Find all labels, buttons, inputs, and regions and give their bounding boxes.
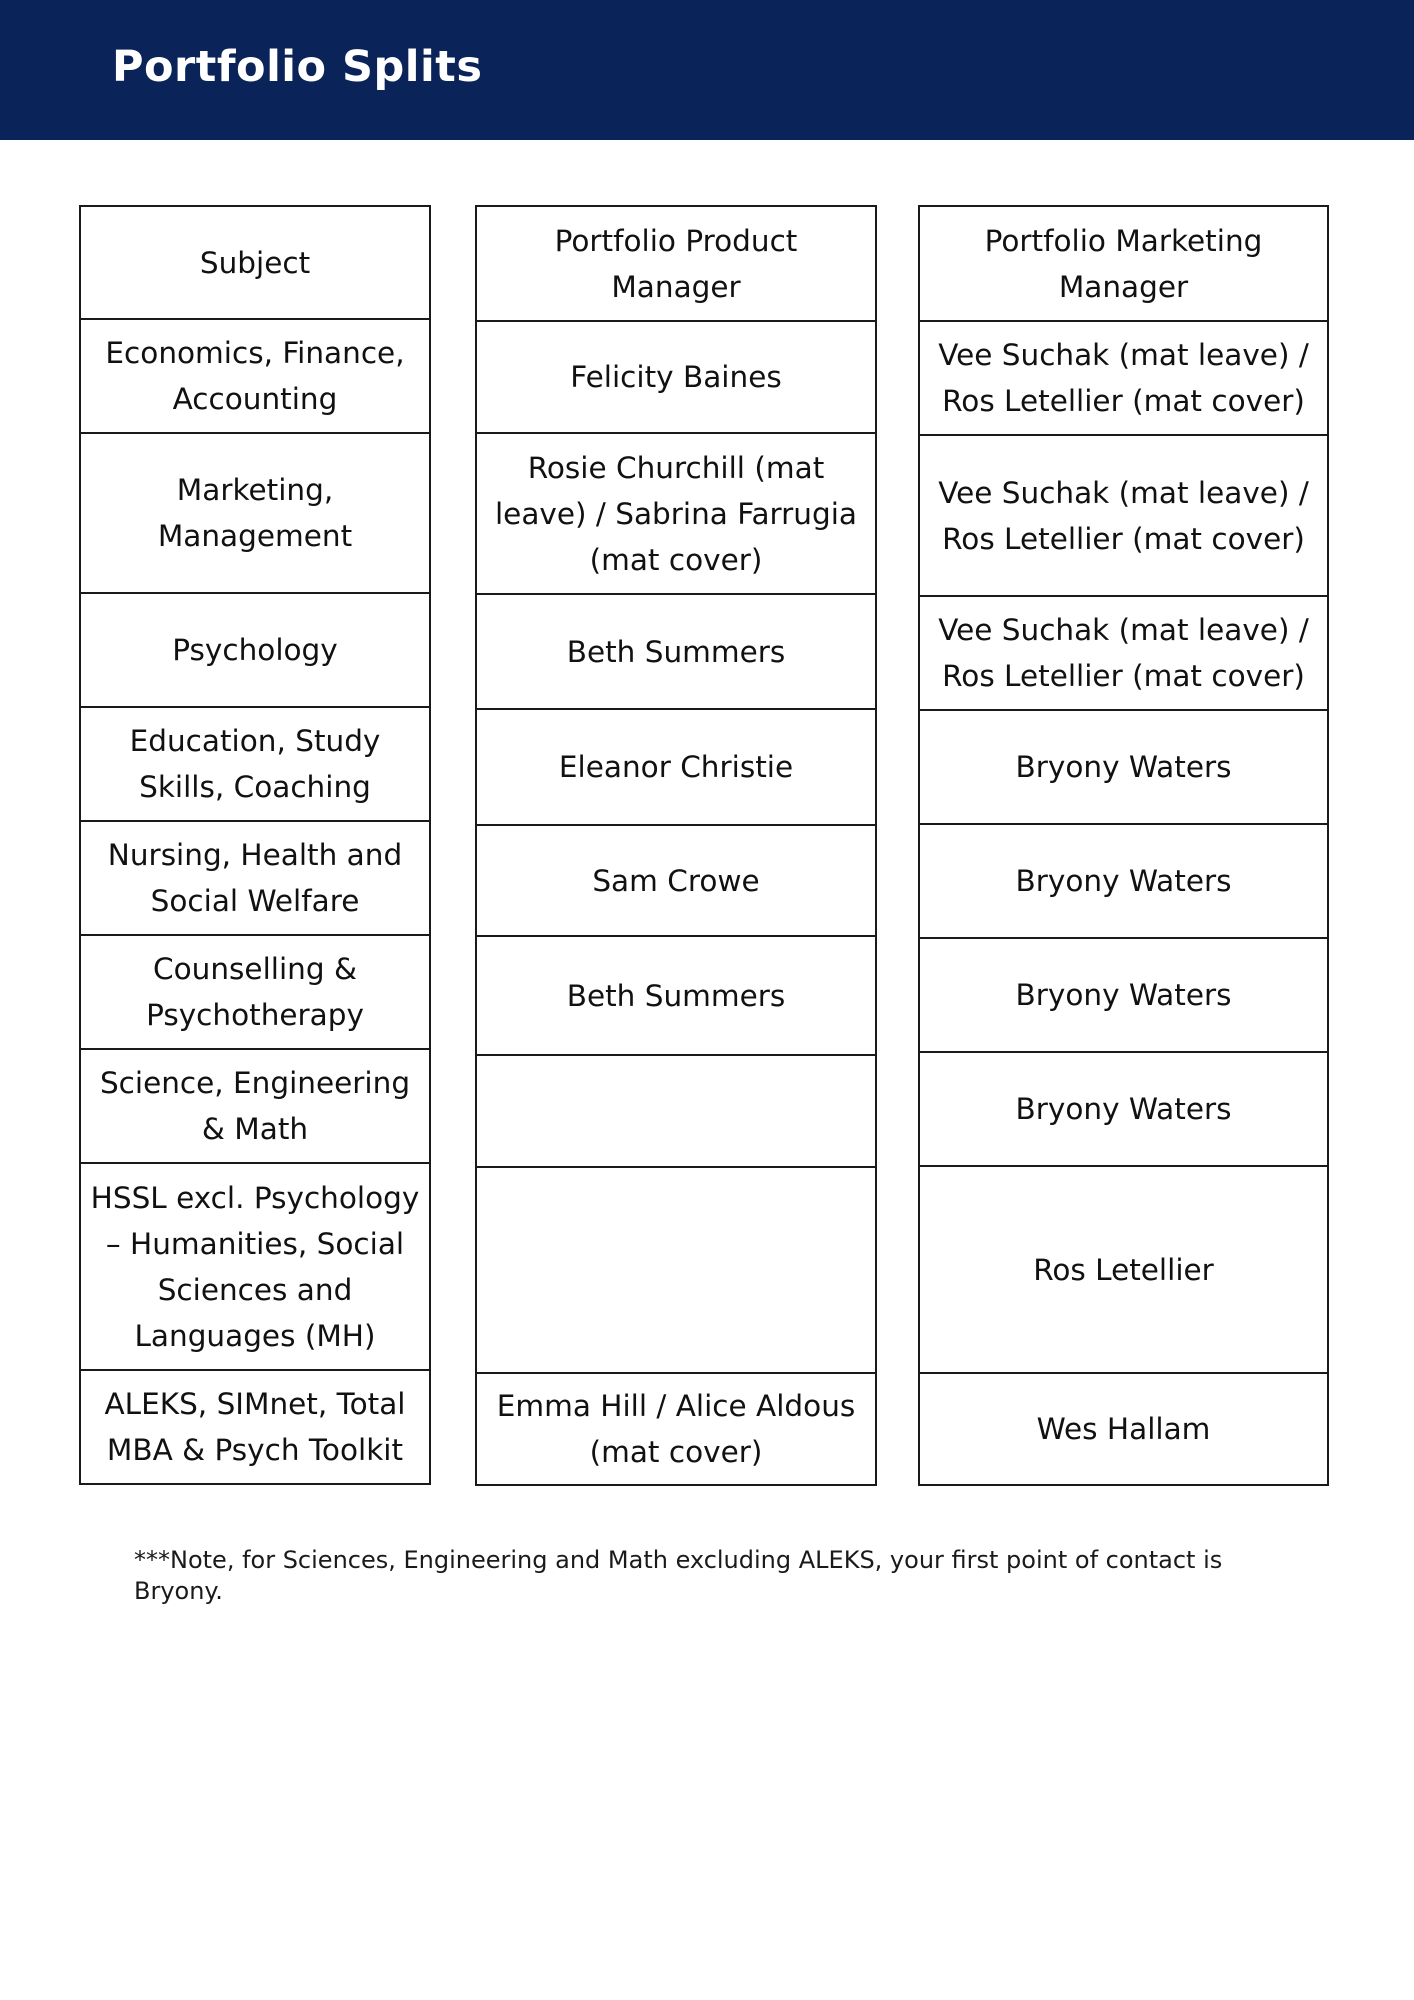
marketing-manager-cell: Vee Suchak (mat leave) / Ros Letellier (mat cover): [918, 434, 1329, 597]
product-manager-cell: Beth Summers: [475, 593, 877, 710]
subject-cell: Economics, Finance, Accounting: [79, 318, 431, 434]
product-manager-cell: Eleanor Christie: [475, 708, 877, 826]
subject-cell: Marketing, Management: [79, 432, 431, 594]
subject-cell: Nursing, Health and Social Welfare: [79, 820, 431, 936]
marketing-manager-cell: Ros Letellier: [918, 1165, 1329, 1374]
product-manager-cell: [475, 1166, 877, 1374]
page-title: Portfolio Splits: [112, 42, 483, 92]
product-manager-cell: Rosie Churchill (mat leave) / Sabrina Farrugia (mat cover): [475, 432, 877, 595]
subject-cell: Counselling & Psychotherapy: [79, 934, 431, 1050]
marketing-manager-cell: Vee Suchak (mat leave) / Ros Letellier (mat cover): [918, 595, 1329, 711]
marketing-manager-cell: Wes Hallam: [918, 1372, 1329, 1486]
subject-header: Subject: [79, 205, 431, 320]
marketing-manager-header: Portfolio Marketing Manager: [918, 205, 1329, 322]
subject-cell: Science, Engineering & Math: [79, 1048, 431, 1164]
product-manager-cell: [475, 1054, 877, 1168]
product-manager-cell: Felicity Baines: [475, 320, 877, 434]
subject-cell: Education, Study Skills, Coaching: [79, 706, 431, 822]
subject-cell: HSSL excl. Psychology – Humanities, Social Sciences and Languages (MH): [79, 1162, 431, 1371]
footnote: ***Note, for Sciences, Engineering and Math excluding ALEKS, your first point of contact is Bryony.: [134, 1546, 1223, 1605]
marketing-manager-cell: Bryony Waters: [918, 709, 1329, 825]
product-manager-cell: Sam Crowe: [475, 824, 877, 937]
marketing-manager-cell: Bryony Waters: [918, 1051, 1329, 1167]
marketing-manager-cell: Vee Suchak (mat leave) / Ros Letellier (mat cover): [918, 320, 1329, 436]
product-manager-cell: Beth Summers: [475, 935, 877, 1056]
product-manager-cell: Emma Hill / Alice Aldous (mat cover): [475, 1372, 877, 1486]
marketing-manager-cell: Bryony Waters: [918, 823, 1329, 939]
page-header: [0, 0, 1414, 140]
subject-cell: Psychology: [79, 592, 431, 708]
marketing-manager-cell: Bryony Waters: [918, 937, 1329, 1053]
subject-cell: ALEKS, SIMnet, Total MBA & Psych Toolkit: [79, 1369, 431, 1485]
product-manager-header: Portfolio Product Manager: [475, 205, 877, 322]
